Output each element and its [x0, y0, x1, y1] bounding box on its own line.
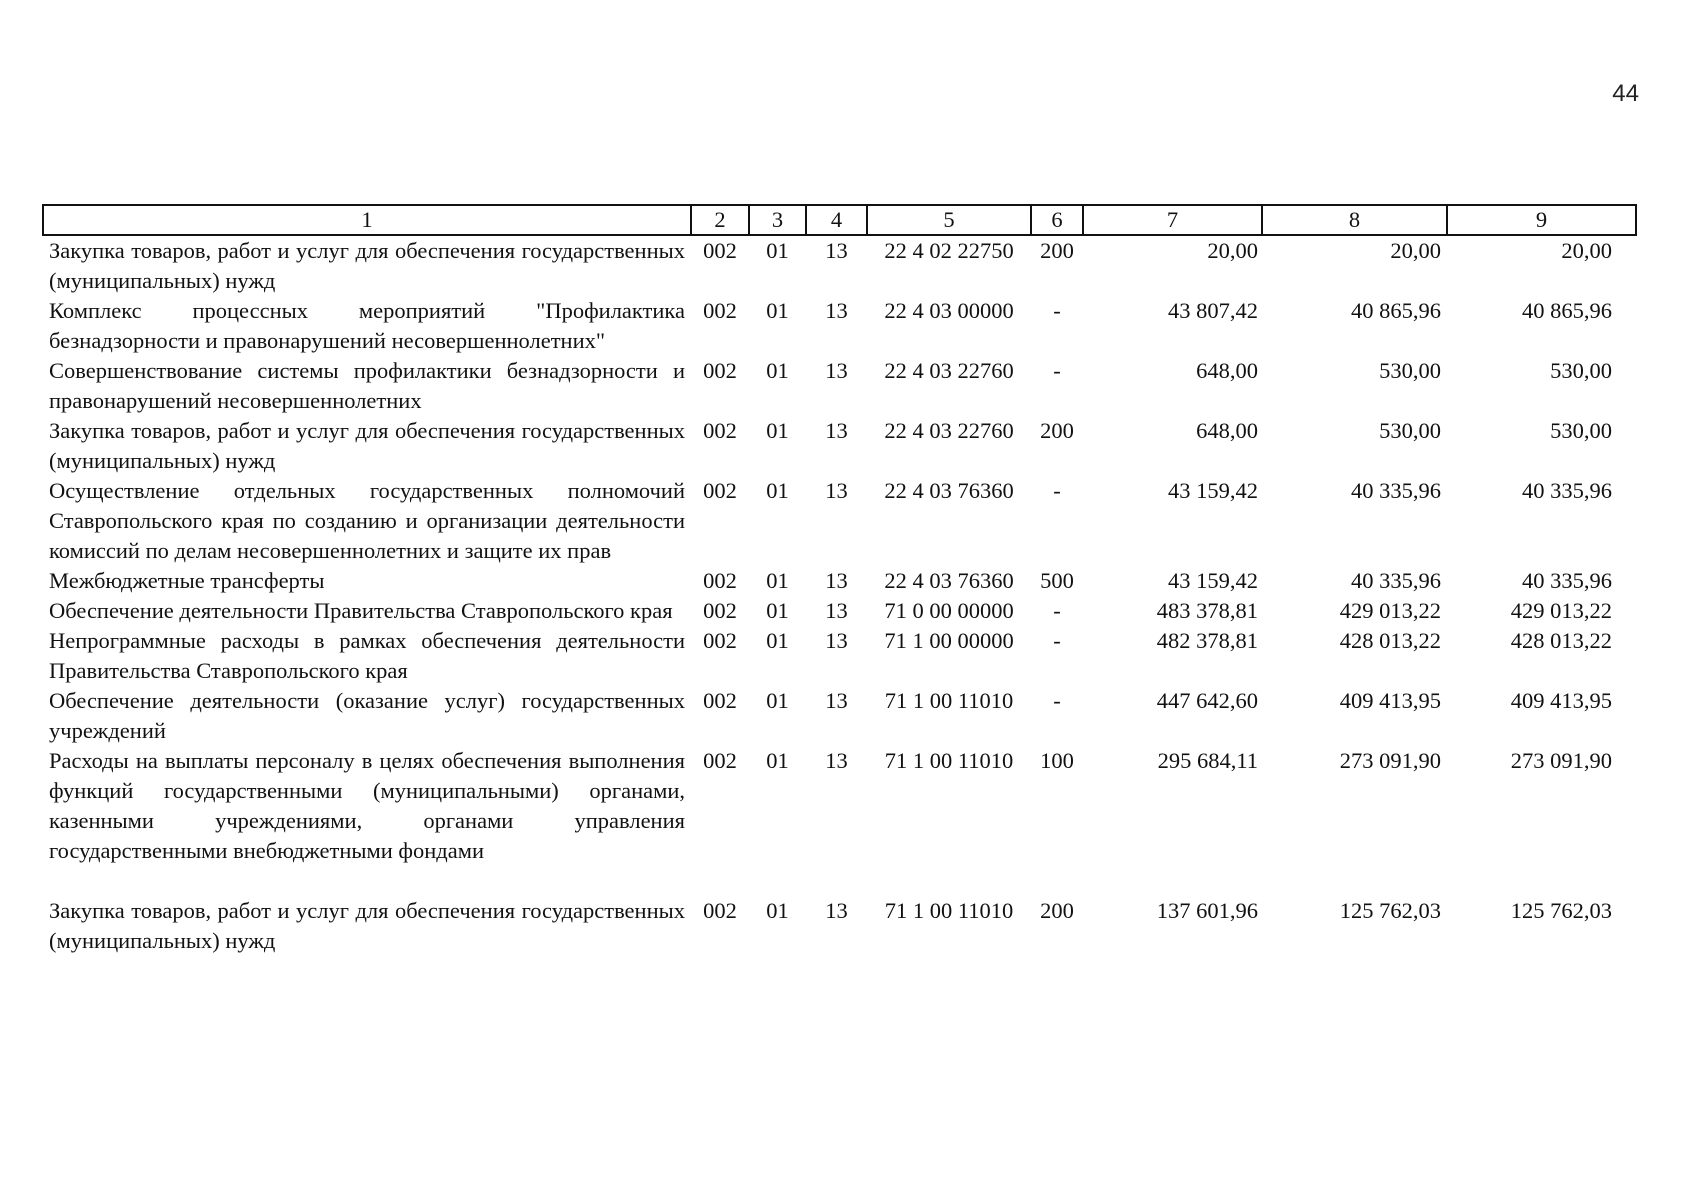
row-name-cell: Осуществление отдельных государственных полномочий Ставропольского края по созданию и организации деятельности комиссий по делам несовершеннолетних и защите их прав [49, 478, 685, 563]
amount-col9-cell: 273 091,90 [1510, 748, 1612, 773]
amount-col9-cell: 409 413,95 [1510, 688, 1612, 713]
row-name-cell: Межбюджетные трансферты [49, 568, 325, 593]
row-name-cell: Совершенствование системы профилактики безнадзорности и правонарушений несовершеннолетних [49, 358, 685, 413]
amount-col7-cell: 43 159,42 [1168, 478, 1258, 503]
row-name-cell: Комплекс процессных мероприятий "Профилактика безнадзорности и правонарушений несовершеннолетних" [49, 298, 685, 353]
amount-col9-cell: 40 335,96 [1522, 478, 1612, 503]
pr-cell: 13 [825, 568, 848, 593]
amount-col8-cell: 273 091,90 [1339, 748, 1441, 773]
column-header-3: 3 [749, 205, 806, 235]
rz-cell: 01 [766, 628, 789, 653]
amount-col7-cell: 137 601,96 [1156, 898, 1258, 923]
pr-cell: 13 [825, 598, 848, 623]
amount-col8-cell: 40 335,96 [1351, 478, 1441, 503]
csr-cell: 71 1 00 00000 [884, 628, 1014, 653]
amount-col7-cell: 20,00 [1207, 238, 1258, 263]
amount-col8-cell: 20,00 [1390, 238, 1441, 263]
ved-cell: 002 [703, 898, 737, 923]
amount-col7-cell: 447 642,60 [1156, 688, 1258, 713]
ved-cell: 002 [703, 478, 737, 503]
table-row [43, 566, 1636, 596]
pr-cell: 13 [825, 238, 848, 263]
vr-cell: - [1053, 628, 1061, 653]
column-header-4: 4 [806, 205, 867, 235]
csr-cell: 22 4 03 76360 [884, 568, 1014, 593]
csr-cell: 71 1 00 11010 [884, 688, 1014, 713]
amount-col8-cell: 428 013,22 [1339, 628, 1441, 653]
pr-cell: 13 [825, 358, 848, 383]
row-name-cell: Непрограммные расходы в рамках обеспечения деятельности Правительства Ставропольского края [49, 628, 685, 683]
vr-cell: 100 [1040, 748, 1074, 773]
rz-cell: 01 [766, 418, 789, 443]
amount-col8-cell: 40 335,96 [1351, 568, 1441, 593]
pr-cell: 13 [825, 688, 848, 713]
table-row [43, 626, 1636, 686]
rz-cell: 01 [766, 478, 789, 503]
amount-col9-cell: 530,00 [1550, 358, 1612, 383]
amount-col9-cell: 40 865,96 [1522, 298, 1612, 323]
vr-cell: - [1053, 478, 1061, 503]
pr-cell: 13 [825, 628, 848, 653]
table-row [43, 686, 1636, 746]
column-header-8: 8 [1262, 205, 1447, 235]
csr-cell: 71 1 00 11010 [884, 748, 1014, 773]
budget-table [42, 204, 1637, 956]
csr-cell: 71 1 00 11010 [884, 898, 1014, 923]
pr-cell: 13 [825, 298, 848, 323]
amount-col9-cell: 530,00 [1550, 418, 1612, 443]
column-header-9: 9 [1447, 205, 1636, 235]
csr-cell: 22 4 03 00000 [884, 298, 1014, 323]
column-header-5: 5 [867, 205, 1031, 235]
column-header-1: 1 [43, 205, 691, 235]
csr-cell: 71 0 00 00000 [884, 598, 1014, 623]
vr-cell: - [1053, 358, 1061, 383]
amount-col7-cell: 482 378,81 [1156, 628, 1258, 653]
rz-cell: 01 [766, 898, 789, 923]
amount-col9-cell: 428 013,22 [1510, 628, 1612, 653]
vr-cell: 200 [1040, 898, 1074, 923]
amount-col8-cell: 429 013,22 [1339, 598, 1441, 623]
amount-col9-cell: 125 762,03 [1510, 898, 1612, 923]
vr-cell: 200 [1040, 238, 1074, 263]
rz-cell: 01 [766, 238, 789, 263]
row-name-cell: Обеспечение деятельности (оказание услуг) государственных учреждений [49, 688, 685, 743]
vr-cell: 200 [1040, 418, 1074, 443]
rz-cell: 01 [766, 598, 789, 623]
csr-cell: 22 4 03 22760 [884, 418, 1014, 443]
table-row [43, 235, 1636, 296]
pr-cell: 13 [825, 418, 848, 443]
vr-cell: - [1053, 688, 1061, 713]
page-number: 44 [1612, 80, 1639, 107]
amount-col9-cell: 20,00 [1561, 238, 1612, 263]
csr-cell: 22 4 03 76360 [884, 478, 1014, 503]
pr-cell: 13 [825, 478, 848, 503]
amount-col9-cell: 429 013,22 [1510, 598, 1612, 623]
rz-cell: 01 [766, 568, 789, 593]
amount-col7-cell: 648,00 [1196, 418, 1258, 443]
row-name-cell: Обеспечение деятельности Правительства Ставропольского края [49, 598, 673, 623]
rz-cell: 01 [766, 748, 789, 773]
pr-cell: 13 [825, 748, 848, 773]
rz-cell: 01 [766, 358, 789, 383]
row-name-cell: Закупка товаров, работ и услуг для обеспечения государственных (муниципальных) нужд [49, 418, 685, 473]
ved-cell: 002 [703, 688, 737, 713]
table-row [43, 296, 1636, 356]
amount-col7-cell: 295 684,11 [1157, 748, 1258, 773]
table-row [43, 356, 1636, 416]
table-row [43, 416, 1636, 476]
amount-col7-cell: 43 159,42 [1168, 568, 1258, 593]
amount-col8-cell: 409 413,95 [1339, 688, 1441, 713]
amount-col8-cell: 530,00 [1379, 418, 1441, 443]
csr-cell: 22 4 03 22760 [884, 358, 1014, 383]
column-header-6: 6 [1031, 205, 1083, 235]
amount-col7-cell: 43 807,42 [1168, 298, 1258, 323]
rz-cell: 01 [766, 688, 789, 713]
column-header-2: 2 [691, 205, 749, 235]
ved-cell: 002 [703, 298, 737, 323]
table-row [43, 596, 1636, 626]
table-header-row [43, 205, 1636, 235]
amount-col8-cell: 125 762,03 [1339, 898, 1441, 923]
amount-col9-cell: 40 335,96 [1522, 568, 1612, 593]
rz-cell: 01 [766, 298, 789, 323]
amount-col8-cell: 40 865,96 [1351, 298, 1441, 323]
table-row [43, 866, 1636, 956]
ved-cell: 002 [703, 418, 737, 443]
pr-cell: 13 [825, 898, 848, 923]
row-name-cell: Расходы на выплаты персоналу в целях обеспечения выполнения функций государственными (муниципальными) органами, казенными учреждениями, органами управления государственными внебюджетными фондами [49, 748, 685, 863]
vr-cell: - [1053, 598, 1061, 623]
ved-cell: 002 [703, 568, 737, 593]
ved-cell: 002 [703, 598, 737, 623]
row-name-cell: Закупка товаров, работ и услуг для обеспечения государственных (муниципальных) нужд [49, 238, 685, 293]
ved-cell: 002 [703, 628, 737, 653]
ved-cell: 002 [703, 358, 737, 383]
ved-cell: 002 [703, 238, 737, 263]
vr-cell: - [1053, 298, 1061, 323]
amount-col8-cell: 530,00 [1379, 358, 1441, 383]
ved-cell: 002 [703, 748, 737, 773]
table-row [43, 476, 1636, 566]
table-row [43, 746, 1636, 866]
amount-col7-cell: 648,00 [1196, 358, 1258, 383]
vr-cell: 500 [1040, 568, 1074, 593]
amount-col7-cell: 483 378,81 [1156, 598, 1258, 623]
csr-cell: 22 4 02 22750 [884, 238, 1014, 263]
row-name-cell: Закупка товаров, работ и услуг для обеспечения государственных (муниципальных) нужд [49, 898, 685, 953]
column-header-7: 7 [1083, 205, 1262, 235]
